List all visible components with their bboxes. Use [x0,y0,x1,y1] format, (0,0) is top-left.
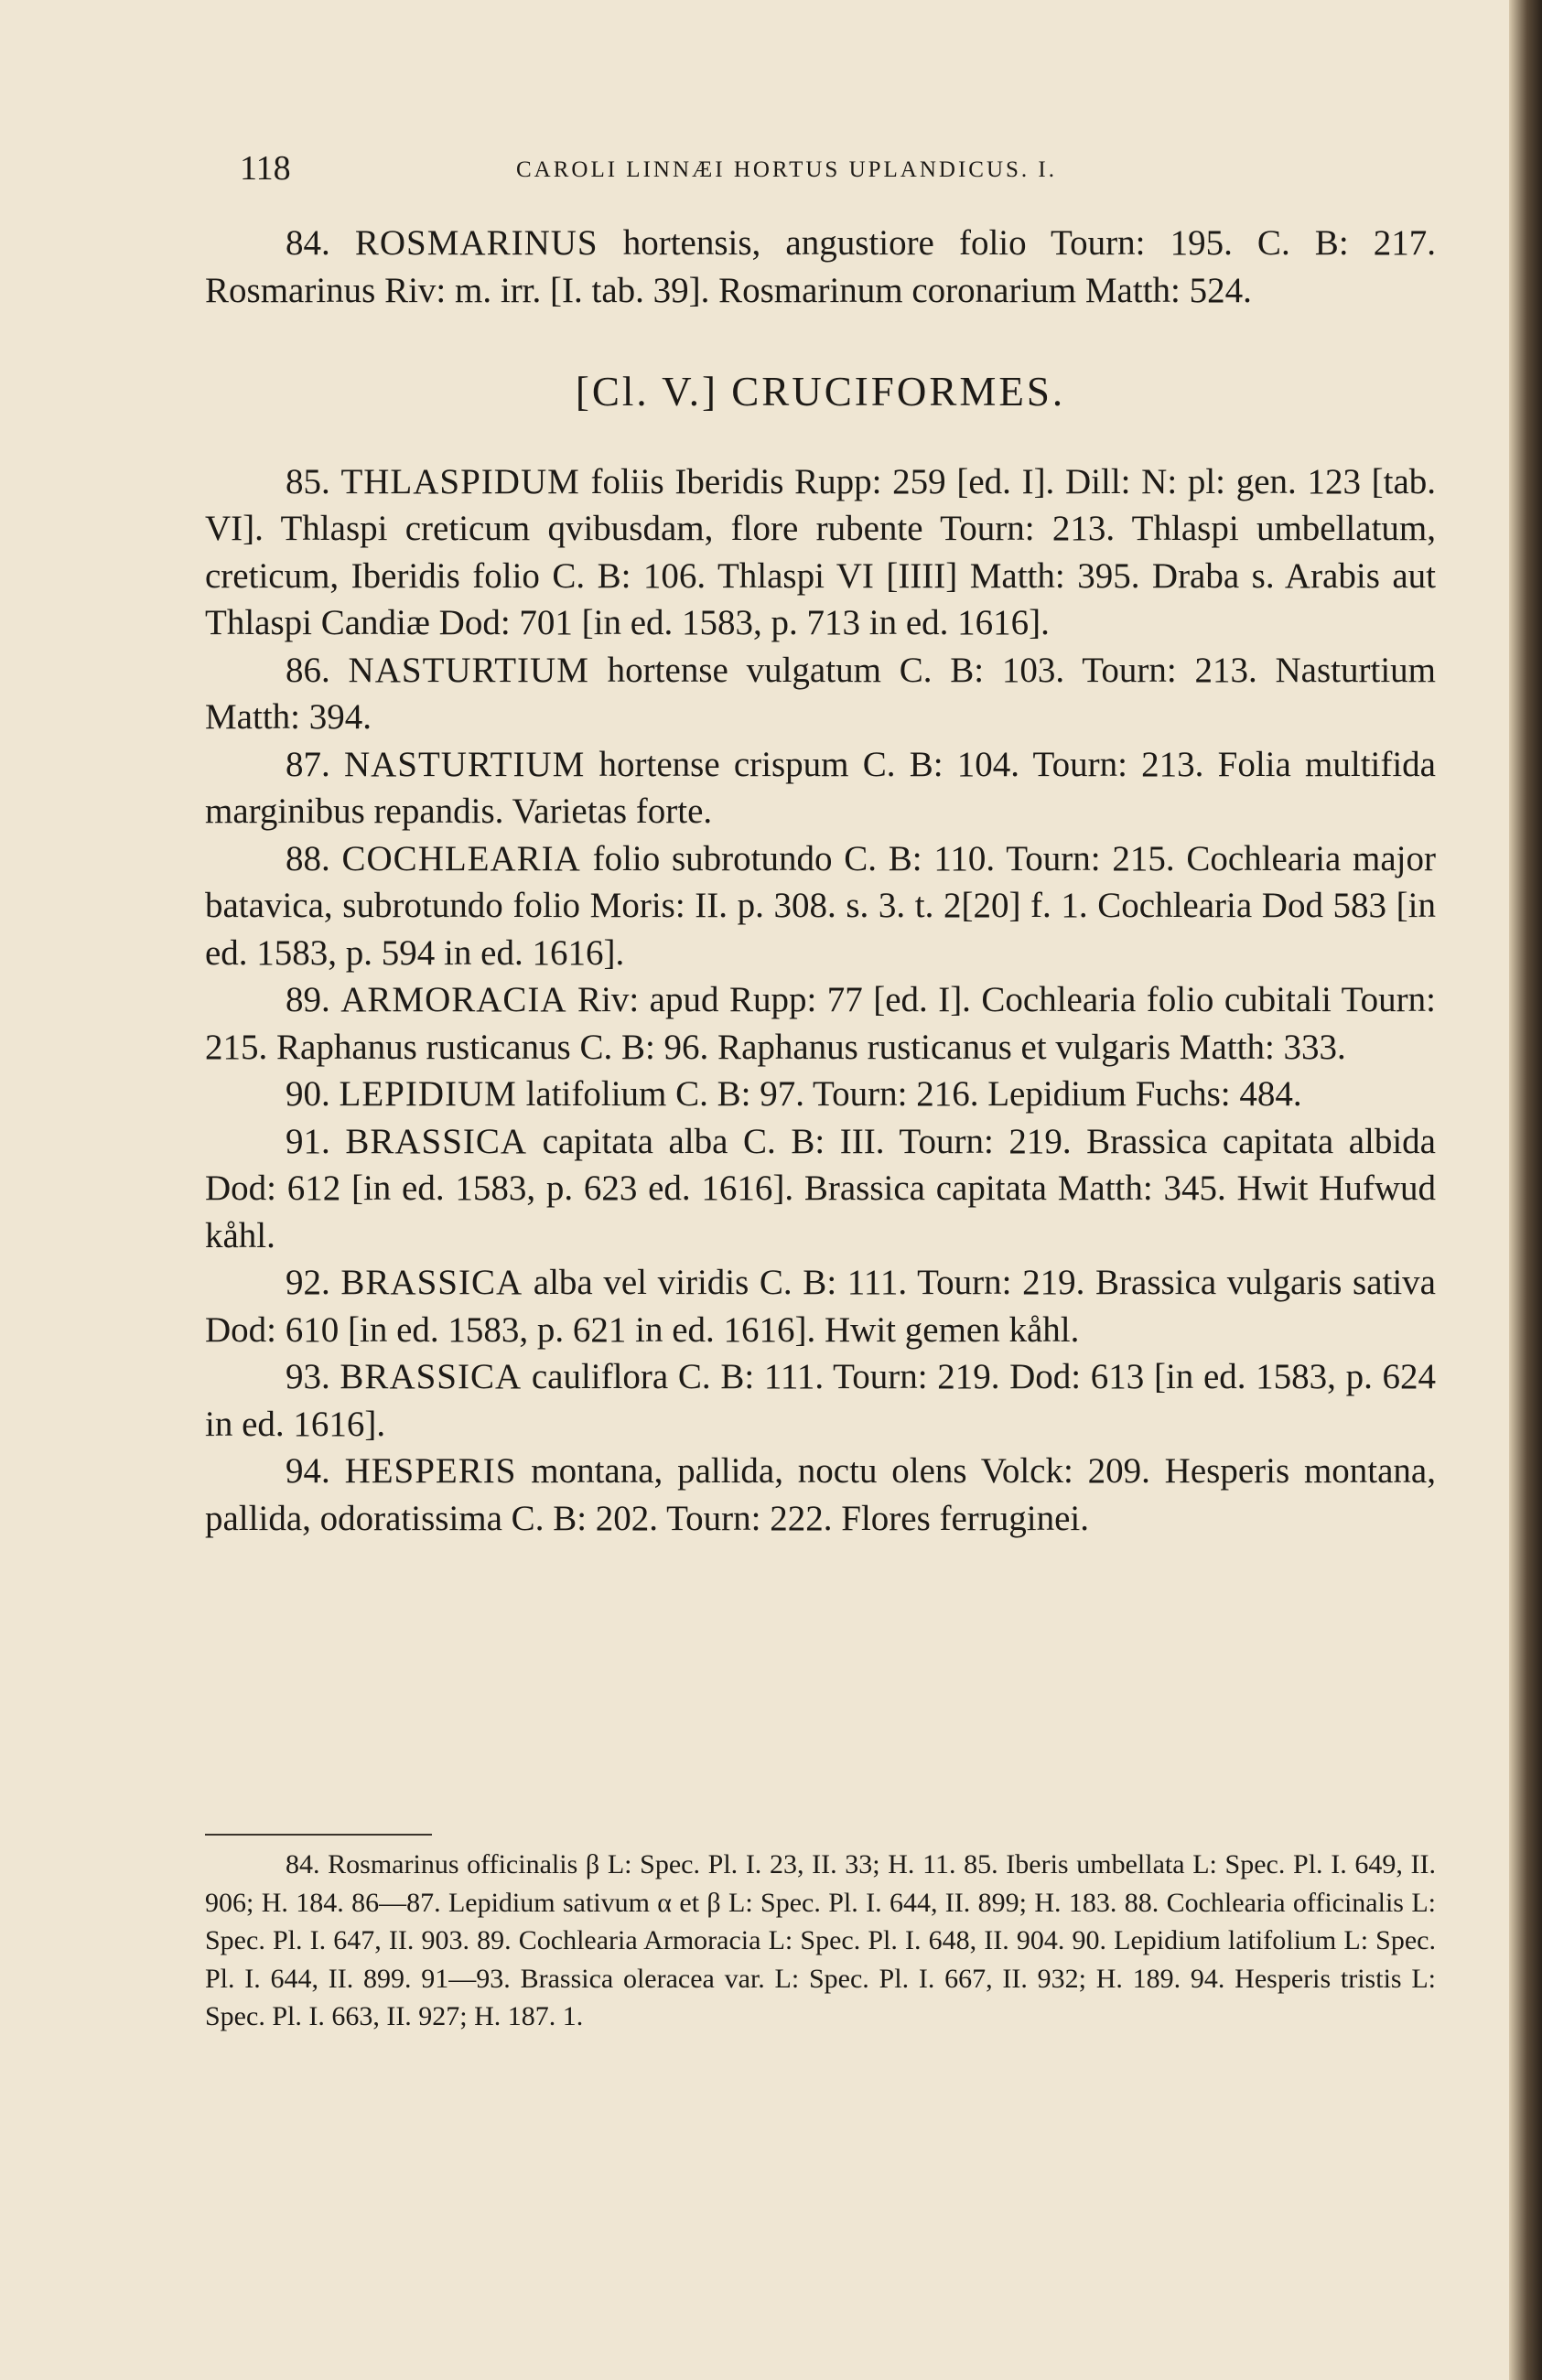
entry-genus: HESPERIS [344,1451,517,1491]
entry-genus: THLASPIDUM [340,461,580,501]
entry-number: 93. [286,1357,330,1396]
entry-number: 86. [286,650,330,690]
entry-number: 84. [286,223,330,263]
entry-text: Riv: apud Rupp: 77 [ed. I]. Cochlearia folio cubitali Tourn: 215. Raphanus rusticanus C. B: 96. Raphanus rusticanus et vulgaris Matth: 333. [205,980,1437,1067]
entry-number: 91. [286,1121,330,1161]
entry-number: 88. [286,838,330,878]
entry-text: folio subrotundo C. B: 110. Tourn: 215. Cochlearia major batavica, subrotundo folio Moris: II. p. 308. s. 3. t. 2[20] f. 1. Cochlearia Dod 583 [in ed. 1583, p. 594 in ed. 1616]. [205,838,1436,973]
entry-88 [205,835,1436,977]
entry-text: alba vel viridis C. B: 111. Tourn: 219. Brassica vulgaris sativa Dod: 610 [in ed. 1583, p. 621 in ed. 1616]. Hwit gemen kåhl. [205,1263,1436,1350]
book-spine-shadow [1509,0,1542,2380]
entry-genus: NASTURTIUM [343,744,586,784]
entry-90 [205,1071,1436,1118]
entry-genus: COCHLEARIA [341,838,581,878]
entry-91 [205,1118,1436,1260]
entry-86 [205,647,1436,741]
entry-genus: LEPIDIUM [339,1074,517,1114]
entry-number: 87. [286,744,330,784]
footnote-text: 84. Rosmarinus officinalis β L: Spec. Pl. I. 23, II. 33; H. 11. 85. Iberis umbellata L: Spec. Pl. I. 649, II. 906; H. 184. 86—87. Lepidium sativum α et β L: Spec. Pl. I. 644, II. 899; H. 183. 88. Cochlearia officinalis L: Spec. Pl. I. 647, II. 903. 89. Cochlearia Armoracia L: Spec. Pl. I. 648, II. 904. 90. Lepidium latifolium L: Spec. Pl. I. 644, II. 899. 91—93. Brassica oleracea var. L: Spec. Pl. I. 667, II. 932; H. 189. 94. Hesperis tristis L: Spec. Pl. I. 663, II. 927; H. 187. 1. [205,1849,1436,2031]
entry-text: montana, pallida, noctu olens Volck: 209. Hesperis montana, pallida, odoratissima C. B: 202. Tourn: 222. Flores ferruginei. [205,1451,1436,1538]
entry-text: capitata alba C. B: III. Tourn: 219. Brassica capitata albida Dod: 612 [in ed. 1583, p. 623 ed. 1616]. Brassica capitata Matth: 345. Hwit Hufwud kåhl. [205,1121,1436,1255]
entry-number: 94. [286,1451,330,1491]
entry-genus: BRASSICA [345,1121,528,1161]
page-number: 118 [240,149,291,188]
entry-text: hortense crispum C. B: 104. Tourn: 213. Folia multifida marginibus repandis. Varietas forte. [205,744,1436,831]
footnotes [205,1846,1436,2036]
footnote-rule [205,1834,432,1836]
entry-number: 85. [286,461,330,501]
entry-genus: NASTURTIUM [348,650,589,690]
entry-87 [205,741,1436,835]
entry-number: 92. [286,1263,330,1302]
entry-genus: BRASSICA [340,1263,523,1302]
entry-genus: ARMORACIA [340,980,567,1019]
entry-text: hortense vulgatum C. B: 103. Tourn: 213. Nasturtium Matth: 394. [205,650,1436,737]
entry-genus: ROSMARINUS [354,223,598,263]
entry-genus: BRASSICA [340,1357,523,1396]
section-heading: [Cl. V.] CRUCIFORMES. [575,369,1066,415]
entry-93 [205,1353,1436,1448]
main-text [205,220,1436,1542]
running-title: CAROLI LINNÆI HORTUS UPLANDICUS. I. [516,157,1057,182]
entry-text: cauliflora C. B: 111. Tourn: 219. Dod: 613 [in ed. 1583, p. 624 in ed. 1616]. [205,1357,1437,1444]
entry-text: hortensis, angustiore folio Tourn: 195. C. B: 217. Rosmarinus Riv: m. irr. [I. tab. 39]. Rosmarinum coronarium Matth: 524. [205,223,1437,310]
entry-number: 89. [286,980,330,1019]
entry-84 [205,220,1436,314]
entry-85 [205,458,1436,647]
entry-89 [205,976,1436,1071]
entry-text: latifolium C. B: 97. Tourn: 216. Lepidium Fuchs: 484. [516,1074,1302,1114]
entry-92 [205,1259,1436,1353]
entry-94 [205,1448,1436,1542]
entry-number: 90. [286,1074,330,1114]
entry-text: foliis Iberidis Rupp: 259 [ed. I]. Dill: N: pl: gen. 123 [tab. VI]. Thlaspi creticum qvibusdam, flore rubente Tourn: 213. Thlaspi umbellatum, creticum, Iberidis folio C. B: 106. Thlaspi VI [IIII] Matth: 395. Draba s. Arabis aut Thlaspi Candiæ Dod: 701 [in ed. 1583, p. 713 in ed. 1616]. [205,461,1437,642]
